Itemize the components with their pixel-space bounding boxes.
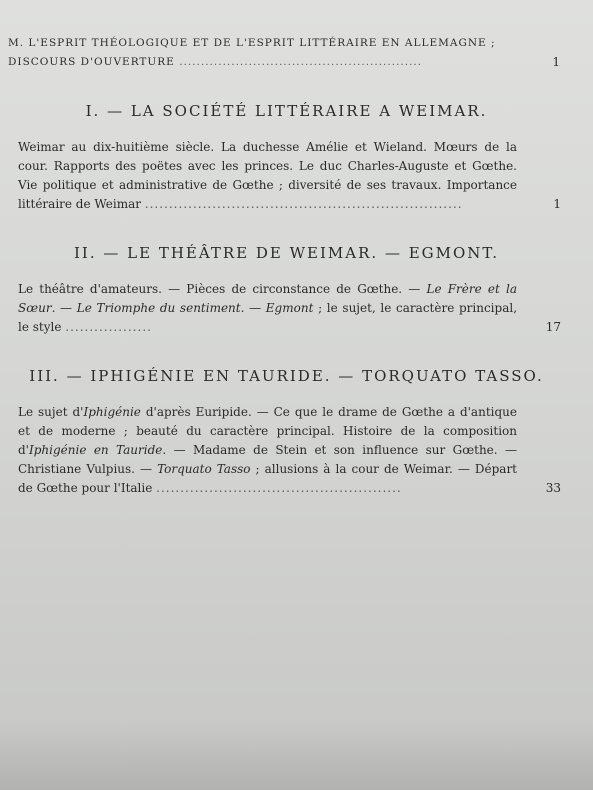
italic-title: Iphigénie bbox=[83, 405, 141, 419]
toc-entry bbox=[8, 280, 565, 337]
italic-title: Egmont bbox=[265, 301, 314, 315]
page-number: 33 bbox=[545, 481, 561, 495]
toc-entry bbox=[8, 403, 565, 498]
page-number: 1 bbox=[552, 55, 561, 69]
section-2 bbox=[8, 244, 565, 337]
leader-dots: ........................................................ bbox=[179, 56, 423, 68]
italic-title: Torquato Tasso bbox=[157, 462, 251, 476]
entry-segment: ; le sujet, le caractère principal, le style bbox=[18, 301, 518, 334]
section-1 bbox=[8, 102, 565, 214]
section-heading: II. — LE THÉÂTRE DE WEIMAR. — EGMONT. bbox=[73, 244, 499, 262]
leader-dots: ................................................... bbox=[156, 481, 402, 495]
entry-segment: . — bbox=[240, 301, 266, 315]
entry-segment: Le théâtre d'amateurs. — Pièces de circonstance de Gœthe. — bbox=[18, 282, 427, 296]
section-3 bbox=[8, 367, 565, 498]
entry-segment: Le sujet d' bbox=[18, 405, 84, 419]
page-number: 17 bbox=[545, 320, 561, 334]
entry-segment: ; allusions à la cour de Weimar. — Départ de Gœthe pour l'Italie bbox=[18, 462, 517, 495]
italic-title: Le Triomphe du sentiment bbox=[76, 301, 241, 315]
italic-title: Iphigénie en Tauride bbox=[28, 443, 163, 457]
entry-segment: d'après Euripide. — Ce que le drame de Gœthe a d'antique et de moderne ; beauté du caractère principal. Histoire de la composition d' bbox=[18, 405, 517, 457]
intro-text: M. L'ESPRIT THÉOLOGIQUE ET DE L'ESPRIT LITTÉRAIRE EN ALLEMAGNE ; DISCOURS D'OUVERTURE bbox=[8, 37, 496, 68]
page-number: 1 bbox=[553, 197, 561, 211]
toc-entry bbox=[8, 138, 565, 214]
toc-intro bbox=[8, 34, 565, 72]
leader-dots: .................................................................. bbox=[144, 197, 463, 211]
entry-segment: . — bbox=[51, 301, 77, 315]
entry-segment: . — Madame de Stein et son influence sur Gœthe. — Christiane Vulpius. — bbox=[18, 443, 517, 476]
page-shadow bbox=[0, 720, 593, 790]
entry-segment: Weimar au dix-huitième siècle. La duchesse Amélie et Wieland. Mœurs de la cour. Rapports des poëtes avec les princes. Le duc Charles-Auguste et Gœthe. Vie politique et administrative de Gœthe ; diversité de ses travaux. Importance littéraire de Weimar bbox=[18, 140, 517, 211]
section-heading: I. — LA SOCIÉTÉ LITTÉRAIRE A WEIMAR. bbox=[85, 102, 488, 120]
leader-dots: .................. bbox=[65, 320, 152, 334]
section-heading: III. — IPHIGÉNIE EN TAURIDE. — TORQUATO TASSO. bbox=[29, 367, 544, 385]
italic-title: Le Frère et la Sœur bbox=[18, 282, 518, 315]
